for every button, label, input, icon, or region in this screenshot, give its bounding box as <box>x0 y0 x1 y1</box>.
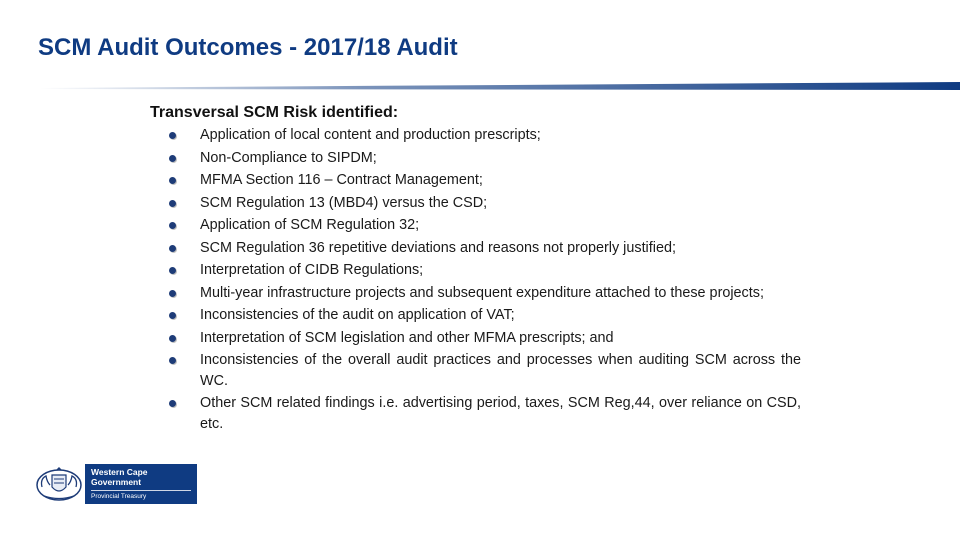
bullet-icon <box>169 357 176 364</box>
list-item <box>150 260 801 281</box>
list-item <box>150 328 801 349</box>
list-item-text: Inconsistencies of the audit on application of VAT; <box>200 307 515 323</box>
list-item-text: Interpretation of SCM legislation and other MFMA prescripts; and <box>200 329 614 346</box>
list-item-text: Application of local content and production prescripts; <box>200 127 541 143</box>
bullet-icon <box>169 312 176 319</box>
section-heading: Transversal SCM Risk identified: <box>150 104 399 121</box>
list-item <box>150 238 801 259</box>
list-item-text: SCM Regulation 36 repetitive deviations and reasons not properly justified; <box>200 239 676 256</box>
bullet-icon <box>169 335 176 342</box>
bullet-icon <box>169 267 176 274</box>
list-item <box>150 350 801 391</box>
list-item <box>150 125 801 146</box>
bullet-icon <box>169 132 176 139</box>
list-item-text: SCM Regulation 13 (MBD4) versus the CSD; <box>200 194 488 211</box>
content-area <box>150 103 801 436</box>
list-item <box>150 148 801 169</box>
logo-text-block <box>85 464 197 504</box>
logo-line-1: Western Cape <box>91 467 148 477</box>
list-item <box>150 193 801 214</box>
bullet-icon <box>169 155 176 162</box>
bullet-icon <box>169 290 176 297</box>
list-item-text: Non-Compliance to SIPDM; <box>200 149 377 166</box>
list-item-text: Multi-year infrastructure projects and subsequent expenditure attached to these projects; <box>200 284 764 301</box>
western-cape-government-logo <box>33 464 197 504</box>
logo-line-3: Provincial Treasury <box>91 493 147 500</box>
bullet-icon <box>169 400 176 407</box>
list-item-text: Interpretation of CIDB Regulations; <box>200 262 424 278</box>
title-underline <box>0 82 960 90</box>
list-item <box>150 305 801 326</box>
list-item-text: MFMA Section 116 – Contract Management; <box>200 172 483 188</box>
list-item <box>150 170 801 191</box>
list-item <box>150 283 801 304</box>
list-item-text: Application of SCM Regulation 32; <box>200 217 420 233</box>
risk-list <box>150 125 801 434</box>
list-item-text: Other SCM related findings i.e. advertising period, taxes, SCM Reg,44, over reliance on CSD, etc. <box>200 395 801 432</box>
logo-divider <box>91 490 191 491</box>
bullet-icon <box>169 177 176 184</box>
list-item <box>150 393 801 434</box>
coat-of-arms-icon <box>33 464 85 504</box>
list-item-text: Inconsistencies of the overall audit practices and processes when auditing SCM across the WC. <box>200 352 801 389</box>
logo-line-2: Government <box>91 477 142 487</box>
bullet-icon <box>169 222 176 229</box>
bullet-icon <box>169 245 176 252</box>
list-item <box>150 215 801 236</box>
page-title: SCM Audit Outcomes - 2017/18 Audit <box>38 34 458 61</box>
bullet-icon <box>169 200 176 207</box>
